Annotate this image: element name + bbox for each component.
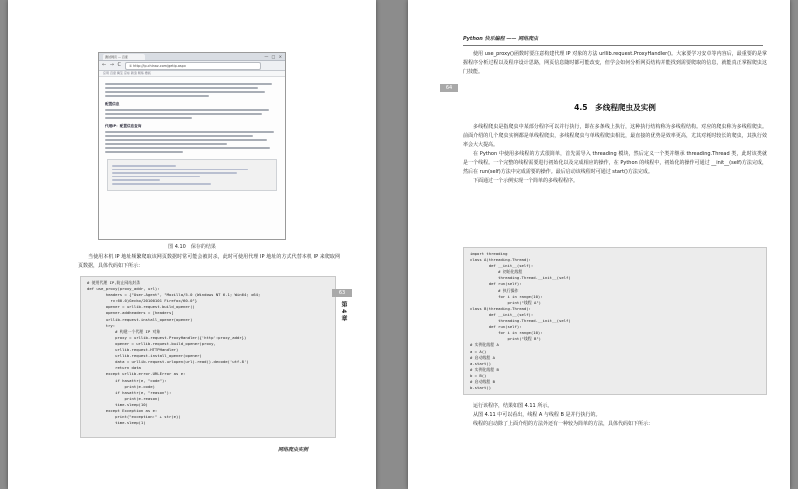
code-line: def use_proxy(proxy_addr, url): [87,286,160,292]
code-line: data = urllib.request.urlopen(url).read().decode('utf-8') [87,359,249,365]
paragraph-text: 在 Python 中使用多线程的方式很简单，首先需导入 threading 模块，然后定义一个类并继承 threading.Thread 类，此时该类就是一个线程。一个完整的线程需要进行初始化以及完成相应的操作，在 Python 的线程中，初始化的操作可通过 __init__(self)方法完成，然后在 run(self)方法中完成需要的操作。最后启动该线程时可通过 start()方法完成。 [463,151,767,175]
code-line: print(e.reason) [87,395,160,401]
code-line: # 初始化线程 [470,269,523,275]
code-line: class B(threading.Thread): [470,305,531,311]
code-line: opener = urllib.request.build_opener(proxy, [87,340,216,346]
code-line: urllib.request.install_opener(opener) [87,316,193,322]
figure-caption: 图 4.10 保存的结果 [168,244,216,250]
right-page [408,0,790,489]
figure-code-sample [107,159,277,191]
code-line: print("exception:" + str(e)) [87,414,181,420]
code-line: # 启动线程 A [470,354,495,360]
page-footer: 网络爬虫实例 [278,447,309,453]
code-line: return data [87,365,141,371]
code-line: b.start() [470,385,492,391]
code-line: # 启动线程 B [470,378,495,384]
code-line: proxy = urllib.request.ProxyHandler({'http':proxy_addr}) [87,334,247,340]
code-line: class A(threading.Thread): [470,257,531,263]
page-header: Python 快乐编程 —— 网络爬虫 [463,36,539,42]
code-line: import threading [470,251,508,256]
code-line: urllib.request.install_opener(opener) [87,353,202,359]
window-controls-icon: — □ × [264,54,283,59]
code-line: threading.Thread.__init__(self) [470,275,571,281]
code-line: except urllib.error.URLError as e: [87,371,186,377]
code-line: # 构建一个代理 IP 对象 [87,328,161,334]
browser-screenshot-figure [98,52,286,240]
paragraph-text: 从图 4.11 中可以看出，线程 A 与线程 B 是并行执行的。 [473,412,601,418]
code-line: b = B() [470,372,487,378]
code-line: time.sleep(1) [87,420,146,426]
bookmarks-bar: 应用 百度 淘宝 京东 新浪 网易 搜狐 [99,71,285,77]
paragraph-text: 当使用本机 IP 地址频繁爬取该网页数据时常可能会被封杀，此时可使用代理 IP 地址的方式代替本机 IP 来爬取网页数据，具体代码如下所示： [78,254,340,269]
intro-paragraph [463,50,767,77]
paragraph-text: 运行该程序，结果如图 4.11 所示。 [473,403,553,409]
paragraph-text: 线程的启动除了上面介绍的方法外还有一种较为简单的方法，具体代码如下所示： [473,421,654,427]
code-line: time.sleep(10) [87,401,148,407]
figure-subheading: 代理IP：配置信息查询 [105,124,142,128]
closing-paragraphs [463,402,767,429]
code-line: except Exception as e: [87,407,158,413]
code-line: # 实例化线程 A [470,342,499,348]
code-line: for i in range(10): [470,293,543,299]
chapter-label: 第 4 章 [340,301,347,322]
code-line: if hasattr(e, "code"): [87,377,167,383]
browser-page-content [99,77,285,195]
code-line: rv:60.0)Gecko/20100101 Firefox/60.0"} [87,298,198,304]
paragraph-text: 多线程爬虫是指爬虫中某部分程序可以并行执行，即在多条线上执行，这种执行结构称为多线程结构。对应的爬虫称为多线程爬虫。前面介绍的几个爬虫实例都是单线程爬虫，多线程爬虫与单线程爬虫相比，最直接的优势是效率更高，尤其对耗时较长的爬虫，其执行效率会大大提高。 [463,124,767,148]
code-block [80,276,336,438]
code-line: def run(self): [470,281,522,287]
header-rule [463,45,763,46]
code-line: headers = {"User-Agent", "Mozilla/5.0 (Windows NT 6.1; Win64; x64; [87,292,261,298]
code-line: urllib.request.HTTPHandler) [87,347,179,353]
browser-url-bar [99,61,285,71]
code-line: # 实例化线程 B [470,366,499,372]
code-line: print("线程 B") [470,336,542,342]
code-line: print("线程 A") [470,299,542,305]
code-line: # 执行操作 [470,287,519,293]
code-line: def __init__(self): [470,263,534,269]
paragraph-text: 使用 use_proxy()函数时要注意构建代理 IP 对象的方法 urllib.request.ProxyHandler()。大家要学习安卓等内容后，最重要的是掌握程序分析过程以及程序设计思路，网页信息随时都可能改变，但学会如何分析网页结构并能找到需要爬取的信息，就能真正掌握爬虫这门技能。 [463,51,767,75]
code-line: a = A() [470,348,487,354]
code-line: def run(self): [470,324,522,330]
section-title: 4.5 多线程爬虫及实例 [574,103,656,112]
code-line: print(e.code) [87,383,155,389]
code-line: a.start() [470,360,492,366]
left-page [8,0,376,489]
body-paragraph [78,253,340,271]
code-line: opener = urllib.request.build_opener() [87,304,195,310]
code-line: for i in range(10): [470,330,543,336]
code-line: if hasattr(e, "reason"): [87,389,172,395]
url-field: ① http://ip.chinaz.com/getip.aspx [125,62,261,70]
code-line: opener.addheaders = [headers] [87,310,174,316]
page-number: 63 [332,289,352,297]
nav-arrows-icon: ← → C [102,62,123,68]
figure-heading: 配置信息 [105,102,120,106]
code-line: threading.Thread.__init__(self) [470,318,571,324]
paragraph-text: 下面通过一个示例实现一个简单的多线程程序。 [473,178,579,184]
code-line: try: [87,322,116,328]
code-line: def __init__(self): [470,311,534,317]
code-line: # 使用代理 IP,防止网站封杀 [87,280,140,285]
page-number: 64 [440,84,458,92]
code-block [463,247,767,395]
browser-tab: 测试网页 — 百度 [103,54,145,60]
browser-tab-bar [99,53,285,61]
section-body [463,123,767,186]
